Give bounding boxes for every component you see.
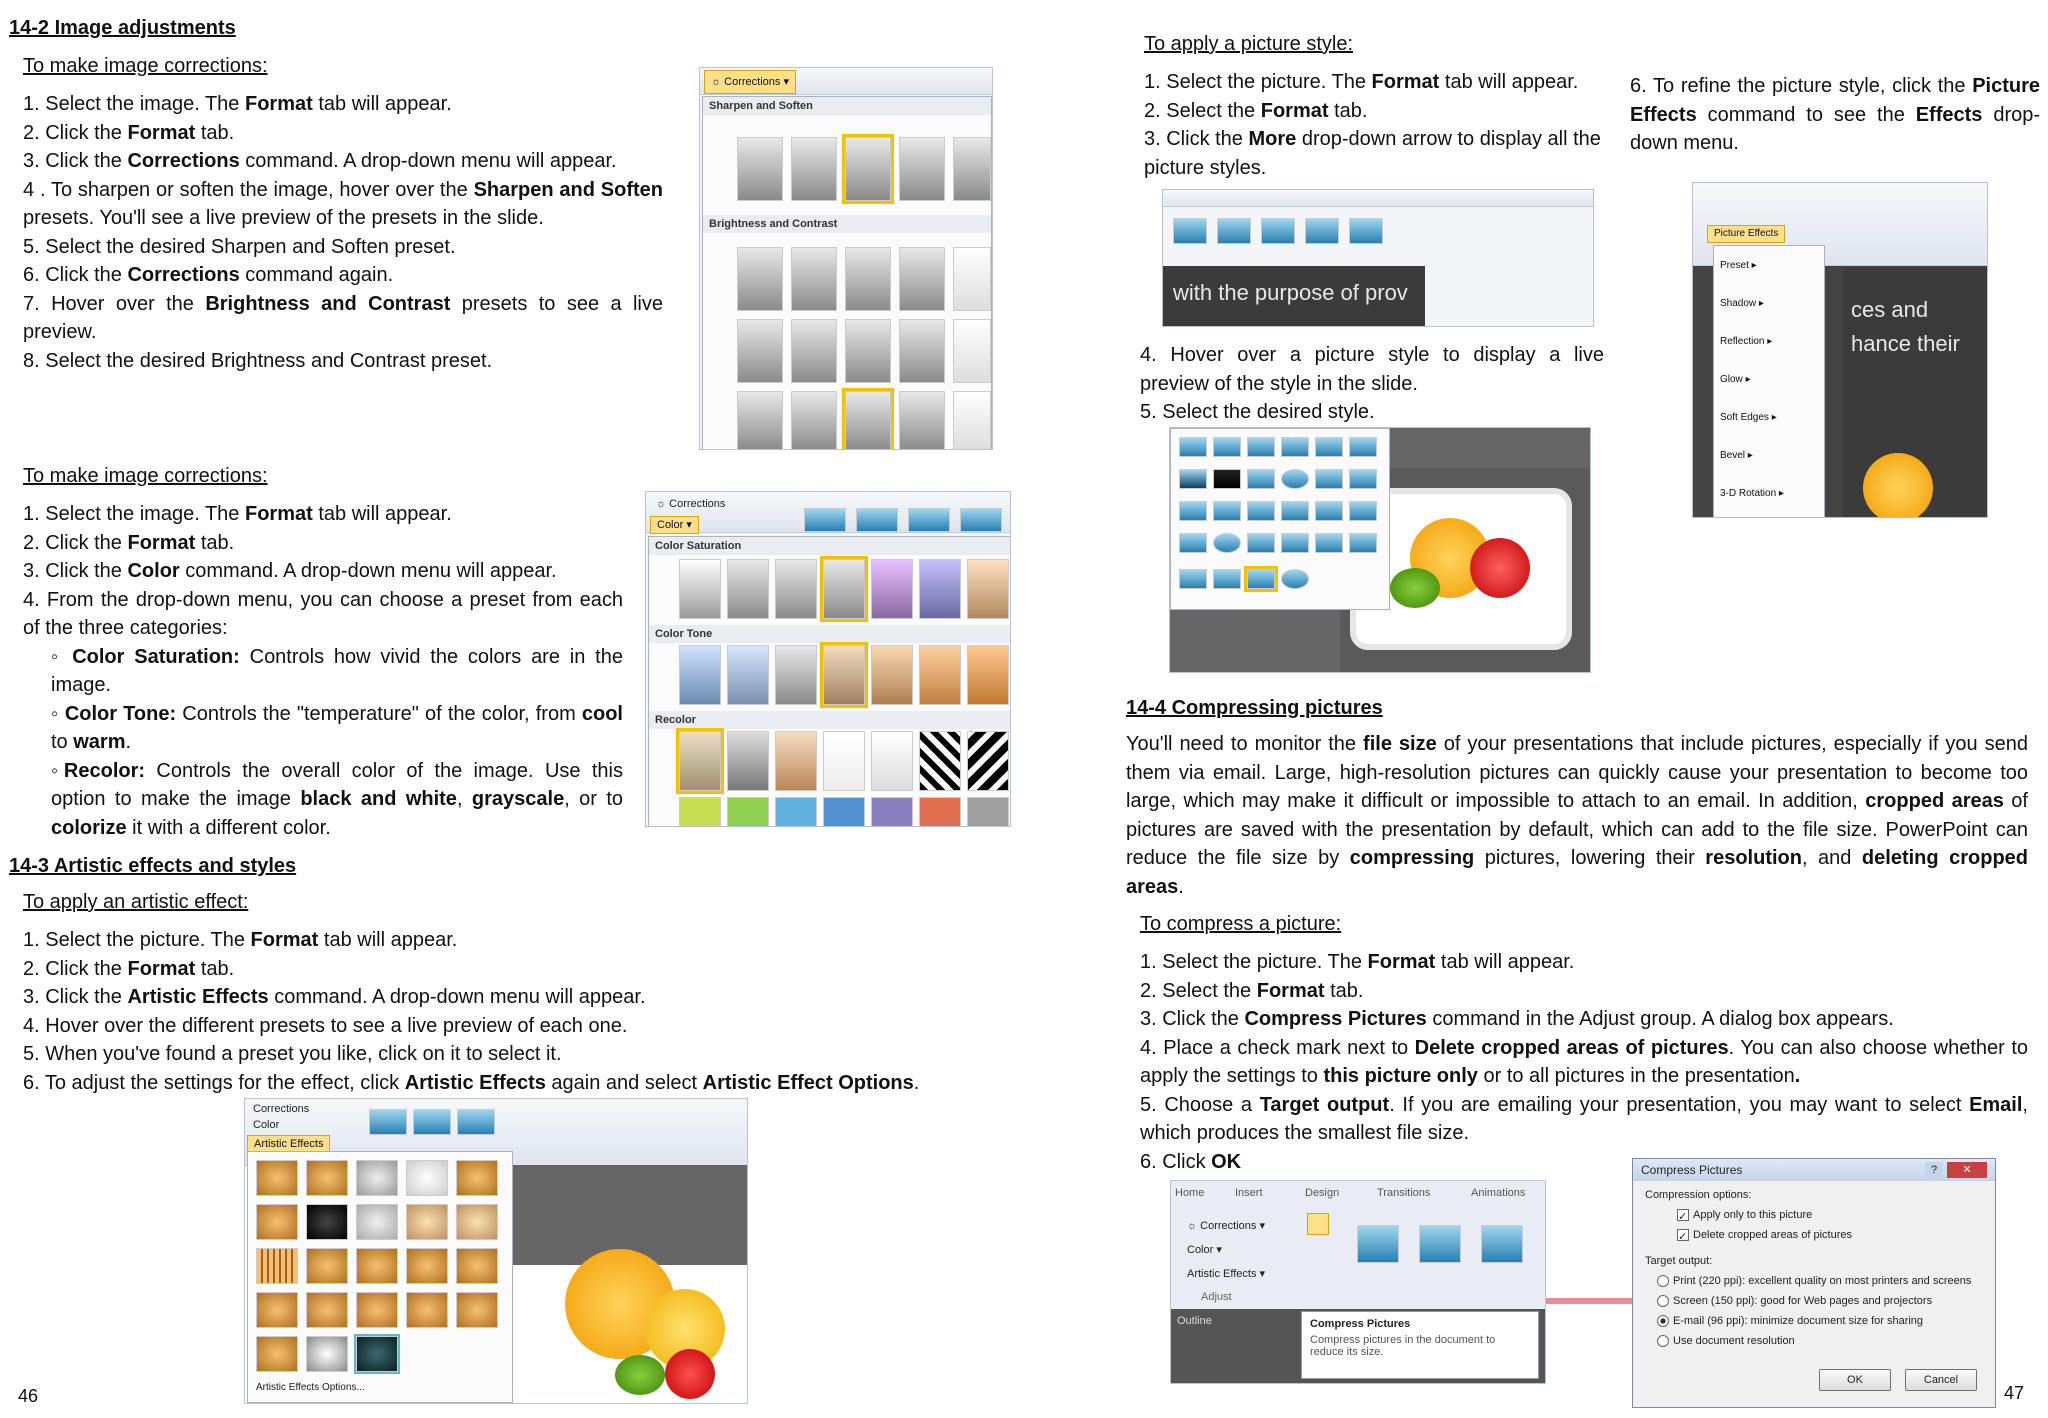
effects-menu-item[interactable]: Reflection ▸: [1720, 336, 1773, 347]
style-thumbnail[interactable]: [856, 508, 898, 532]
style-thumbnail[interactable]: [413, 1109, 451, 1135]
style-thumbnail[interactable]: [1213, 437, 1241, 457]
preset-thumbnail[interactable]: [967, 645, 1009, 705]
checkbox-checked-icon[interactable]: ✓: [1678, 1231, 1688, 1244]
style-thumbnail[interactable]: [1213, 469, 1241, 489]
preset-thumbnail[interactable]: [737, 137, 783, 201]
step: 5. Select the desired Sharpen and Soften preset.: [23, 235, 456, 258]
effect-thumbnail[interactable]: [256, 1336, 298, 1372]
outline-tab[interactable]: Outline: [1177, 1315, 1212, 1327]
effect-thumbnail[interactable]: [356, 1248, 398, 1284]
menu-section-label: Color Saturation: [649, 537, 1011, 555]
preset-thumbnail[interactable]: [727, 559, 769, 619]
adjust-group-label: Adjust: [1201, 1291, 1232, 1303]
step: 6. To adjust the settings for the effect, click Artistic Effects again and select Artistic Effect Options.: [23, 1071, 920, 1094]
preset-thumbnail[interactable]: [871, 645, 913, 705]
style-thumbnail[interactable]: [1179, 437, 1207, 457]
kiwi-image: [615, 1355, 665, 1395]
effect-thumbnail-selected[interactable]: [356, 1336, 398, 1372]
preset-thumbnail[interactable]: [775, 797, 817, 827]
style-thumbnail[interactable]: [1357, 1225, 1399, 1263]
preset-thumbnail[interactable]: [967, 731, 1009, 791]
color-button[interactable]: Color ▾: [650, 516, 699, 534]
effect-thumbnail[interactable]: [456, 1248, 498, 1284]
effect-thumbnail[interactable]: [256, 1204, 298, 1240]
step: 4. Hover over a picture style to display a live preview of the style in the slide.: [1140, 344, 1604, 395]
preset-thumbnail[interactable]: [823, 797, 865, 827]
style-thumbnail[interactable]: [1179, 569, 1207, 589]
style-thumbnail[interactable]: [1213, 501, 1241, 521]
step: 2. Select the Format tab.: [1144, 99, 1368, 122]
effect-thumbnail[interactable]: [406, 1292, 448, 1328]
tab-insert[interactable]: Insert: [1235, 1187, 1263, 1199]
style-thumbnail[interactable]: [1281, 533, 1309, 553]
step: 8. Select the desired Brightness and Contrast preset.: [23, 349, 493, 372]
subheading: To apply a picture style:: [1144, 33, 1353, 55]
effects-menu-item[interactable]: Bevel ▸: [1720, 450, 1753, 461]
page-number-right: 47: [2004, 1383, 2025, 1403]
artistic-effects-options-link[interactable]: Artistic Effects Options...: [256, 1382, 365, 1393]
preset-thumbnail[interactable]: [737, 391, 783, 450]
preset-thumbnail[interactable]: [791, 319, 837, 383]
corrections-button[interactable]: ☼ Corrections: [656, 498, 726, 510]
radio-screen[interactable]: Screen (150 ppi): good for Web pages and projectors: [1657, 1295, 1932, 1307]
preset-thumbnail-selected[interactable]: [823, 645, 865, 705]
menu-section-label: Brightness and Contrast: [703, 215, 991, 233]
step: 4 . To sharpen or soften the image, hover over the Sharpen and Soften presets. You'll see a live preview of the presets in the slide.: [23, 178, 663, 229]
color-button[interactable]: Color ▾: [1187, 1244, 1222, 1256]
sun-icon: ☼: [656, 498, 667, 510]
tab-home[interactable]: Home: [1175, 1187, 1205, 1199]
effect-thumbnail[interactable]: [256, 1160, 298, 1196]
step: 1. Select the picture. The Format tab will appear.: [1144, 71, 1579, 93]
preset-thumbnail[interactable]: [919, 559, 961, 619]
adjust-group-screenshot: [1170, 1180, 1546, 1384]
preset-thumbnail[interactable]: [791, 391, 837, 450]
step: 5. Select the desired style.: [1140, 401, 1375, 423]
cancel-button[interactable]: Cancel: [1905, 1369, 1977, 1391]
step: 7. Hover over the Brightness and Contrast presets to see a live preview.: [23, 292, 664, 343]
help-icon[interactable]: ?: [1925, 1162, 1943, 1178]
style-thumbnail[interactable]: [1419, 1225, 1461, 1263]
preset-thumbnail[interactable]: [727, 645, 769, 705]
delete-cropped-checkbox[interactable]: ✓ Delete cropped areas of pictures: [1678, 1229, 1852, 1244]
style-thumbnail[interactable]: [1217, 218, 1251, 244]
style-thumbnail[interactable]: [1179, 469, 1207, 489]
style-thumbnail[interactable]: [1281, 569, 1309, 589]
preset-thumbnail-selected[interactable]: [679, 731, 721, 791]
preset-thumbnail[interactable]: [871, 731, 913, 791]
preset-thumbnail[interactable]: [919, 797, 961, 827]
step: 5. When you've found a preset you like, click on it to select it.: [23, 1043, 562, 1065]
step: 6. To refine the picture style, click the Picture Effects command to see the Effects drop-down menu.: [1630, 75, 2041, 154]
style-thumbnail-selected[interactable]: [1247, 569, 1275, 589]
subheading: To compress a picture:: [1140, 913, 1342, 935]
effect-thumbnail[interactable]: [256, 1248, 298, 1284]
step: 2. Select the Format tab.: [1140, 979, 1364, 1002]
effect-thumbnail[interactable]: [406, 1204, 448, 1240]
effect-thumbnail[interactable]: [356, 1160, 398, 1196]
color-menu-screenshot: [645, 491, 1011, 827]
effects-menu-item[interactable]: Preset ▸: [1720, 260, 1757, 271]
preset-thumbnail[interactable]: [679, 797, 721, 827]
section-14-4-title: 14-4 Compressing pictures: [1126, 697, 1383, 719]
preset-thumbnail-selected[interactable]: [845, 137, 891, 201]
preset-thumbnail[interactable]: [775, 559, 817, 619]
style-thumbnail[interactable]: [1349, 501, 1377, 521]
preset-thumbnail[interactable]: [823, 731, 865, 791]
style-thumbnail[interactable]: [1213, 533, 1241, 553]
tab-transitions[interactable]: Transitions: [1377, 1187, 1431, 1199]
style-thumbnail[interactable]: [1315, 533, 1343, 553]
corrections-menu-screenshot: [699, 67, 993, 450]
orange-image: [1863, 453, 1933, 518]
subheading: To make image corrections:: [23, 465, 268, 487]
style-thumbnail[interactable]: [1247, 469, 1275, 489]
compress-intro: [1126, 730, 2028, 901]
effect-thumbnail[interactable]: [306, 1336, 348, 1372]
preset-thumbnail[interactable]: [679, 645, 721, 705]
style-thumbnail[interactable]: [1315, 437, 1343, 457]
effects-menu-item[interactable]: 3-D Rotation ▸: [1720, 488, 1784, 499]
style-thumbnail[interactable]: [1261, 218, 1295, 244]
style-thumbnail[interactable]: [1281, 469, 1309, 489]
preset-thumbnail-selected[interactable]: [845, 391, 891, 450]
artistic-effects-screenshot: [244, 1098, 748, 1404]
step: 1. Select the image. The Format tab will appear.: [23, 503, 452, 525]
compression-options-label: Compression options:: [1645, 1189, 1752, 1201]
menu-section-label: Color Tone: [649, 625, 1011, 643]
style-thumbnail[interactable]: [1247, 437, 1275, 457]
step: 1. Select the picture. The Format tab will appear.: [23, 929, 458, 951]
ok-button[interactable]: OK: [1819, 1369, 1891, 1391]
step: 6. Click OK: [1140, 1150, 1242, 1173]
preset-thumbnail[interactable]: [845, 247, 891, 311]
style-thumbnail[interactable]: [457, 1109, 495, 1135]
compress-pictures-icon[interactable]: [1307, 1213, 1329, 1235]
style-thumbnail[interactable]: [1305, 218, 1339, 244]
dialog-title: Compress Pictures: [1633, 1159, 1995, 1181]
apply-only-checkbox[interactable]: ✓ Apply only to this picture: [1678, 1209, 1813, 1224]
preset-thumbnail[interactable]: [871, 797, 913, 827]
preset-thumbnail[interactable]: [871, 559, 913, 619]
menu-section-label: Sharpen and Soften: [703, 97, 991, 115]
preset-thumbnail[interactable]: [953, 137, 991, 201]
tooltip-description: Compress pictures in the document to reduce its size.: [1310, 1334, 1496, 1358]
strawberry-image: [1470, 538, 1530, 598]
tab-design[interactable]: Design: [1305, 1187, 1340, 1199]
tooltip-title: Compress Pictures: [1310, 1318, 1411, 1330]
style-thumbnail[interactable]: [1349, 437, 1377, 457]
slide-preview: with the purpose of prov: [1163, 266, 1425, 326]
radio-print[interactable]: Print (220 ppi): excellent quality on most printers and screens: [1657, 1275, 1971, 1287]
preset-thumbnail[interactable]: [775, 645, 817, 705]
preset-thumbnail[interactable]: [967, 559, 1009, 619]
artistic-effect-instructions: [23, 888, 1023, 1097]
effects-menu-item[interactable]: Glow ▸: [1720, 374, 1751, 385]
radio-email[interactable]: E-mail (96 ppi): minimize document size for sharing: [1657, 1315, 1923, 1327]
style-thumbnail[interactable]: [1281, 501, 1309, 521]
effect-thumbnail[interactable]: [356, 1292, 398, 1328]
picture-effects-instruction: [1630, 72, 2040, 158]
style-thumbnail[interactable]: [960, 508, 1002, 532]
close-icon[interactable]: ✕: [1947, 1162, 1987, 1178]
picture-effects-menu-screenshot: [1692, 182, 1988, 518]
section-14-3-title: 14-3 Artistic effects and styles: [9, 855, 297, 877]
artistic-effects-button[interactable]: Artistic Effects ▾: [1187, 1268, 1266, 1280]
tab-animations[interactable]: Animations: [1471, 1187, 1526, 1199]
corrections-instructions-2: [23, 462, 623, 842]
effects-menu-item[interactable]: Shadow ▸: [1720, 298, 1764, 309]
step: 3. Click the More drop-down arrow to display all the picture styles.: [1144, 128, 1601, 179]
preset-thumbnail[interactable]: [899, 319, 945, 383]
preset-thumbnail[interactable]: [953, 391, 991, 450]
effect-thumbnail[interactable]: [306, 1160, 348, 1196]
effect-thumbnail[interactable]: [406, 1160, 448, 1196]
preset-thumbnail[interactable]: [775, 731, 817, 791]
picture-effects-button[interactable]: Picture Effects: [1707, 225, 1785, 243]
step: 2. Click the Format tab.: [23, 121, 235, 144]
preset-thumbnail[interactable]: [791, 137, 837, 201]
step: 3. Click the Corrections command. A drop-down menu will appear.: [23, 150, 617, 172]
step: 4. Hover over the different presets to see a live preview of each one.: [23, 1014, 628, 1037]
effect-thumbnail[interactable]: [306, 1204, 348, 1240]
page-number-left: 46: [18, 1386, 39, 1406]
sun-icon: ☼: [711, 76, 722, 88]
effect-thumbnail[interactable]: [306, 1248, 348, 1284]
bullet: ◦ Color Saturation: Controls how vivid the colors are in the image.: [51, 645, 623, 696]
corrections-instructions-1: [23, 52, 663, 375]
picture-style-instructions: [1144, 30, 1614, 182]
effect-thumbnail[interactable]: [256, 1292, 298, 1328]
style-thumbnail[interactable]: [1179, 501, 1207, 521]
strawberry-image: [665, 1349, 715, 1399]
target-output-label: Target output:: [1645, 1255, 1713, 1267]
step: 4. From the drop-down menu, you can choose a preset from each of the three categories:: [23, 588, 623, 639]
preset-thumbnail[interactable]: [953, 247, 991, 311]
preset-thumbnail-selected[interactable]: [823, 559, 865, 619]
step: 2. Click the Format tab.: [23, 531, 235, 554]
preset-thumbnail[interactable]: [899, 247, 945, 311]
step: 4. Place a check mark next to Delete cropped areas of pictures. You can also choose whether to apply the settings to this picture only or to all pictures in the presentation.: [1140, 1036, 2029, 1087]
step: 5. Choose a Target output. If you are emailing your presentation, you may want to select Email, which produces the smallest file size.: [1140, 1093, 2028, 1144]
picture-style-instructions-2: [1140, 341, 1604, 427]
slide-text: ces and: [1851, 297, 1929, 322]
preset-thumbnail[interactable]: [737, 319, 783, 383]
bullet: ◦ Color Tone: Controls the "temperature" of the color, from cool to warm.: [51, 702, 623, 753]
effect-thumbnail[interactable]: [306, 1292, 348, 1328]
step: 3. Click the Color command. A drop-down menu will appear.: [23, 560, 557, 582]
style-thumbnail[interactable]: [1247, 533, 1275, 553]
radio-document-resolution[interactable]: Use document resolution: [1657, 1335, 1795, 1347]
corrections-button[interactable]: Corrections: [253, 1103, 310, 1115]
preset-thumbnail[interactable]: [679, 559, 721, 619]
preset-thumbnail[interactable]: [899, 137, 945, 201]
effect-thumbnail[interactable]: [356, 1204, 398, 1240]
effect-thumbnail[interactable]: [456, 1204, 498, 1240]
preset-thumbnail[interactable]: [919, 731, 961, 791]
style-thumbnail[interactable]: [1179, 533, 1207, 553]
effect-thumbnail[interactable]: [406, 1248, 448, 1284]
preset-thumbnail[interactable]: [791, 247, 837, 311]
step: 6. Click the Corrections command again.: [23, 264, 394, 286]
preset-thumbnail[interactable]: [845, 319, 891, 383]
artistic-effects-button[interactable]: Artistic Effects: [247, 1135, 330, 1153]
kiwi-image: [1390, 568, 1440, 608]
effects-menu-item[interactable]: Soft Edges ▸: [1720, 412, 1777, 423]
compress-instructions: [1140, 910, 2028, 1176]
slide-text: hance their: [1851, 331, 1960, 356]
bullet: ◦Recolor: Controls the overall color of the image. Use this option to make the image black and white, grayscale, or to colorize it with a different color.: [51, 759, 623, 839]
compress-tooltip: [1301, 1311, 1539, 1379]
picture-styles-ribbon-screenshot: [1162, 189, 1594, 327]
subheading: To apply an artistic effect:: [23, 891, 249, 913]
preset-thumbnail[interactable]: [737, 247, 783, 311]
style-thumbnail[interactable]: [1315, 469, 1343, 489]
effect-thumbnail[interactable]: [456, 1160, 498, 1196]
preset-thumbnail[interactable]: [727, 797, 769, 827]
style-thumbnail[interactable]: [804, 508, 846, 532]
style-thumbnail[interactable]: [1247, 501, 1275, 521]
style-thumbnail[interactable]: [1173, 218, 1207, 244]
preset-thumbnail[interactable]: [967, 797, 1009, 827]
menu-section-label: Recolor: [649, 711, 1011, 729]
color-button[interactable]: Color: [253, 1119, 280, 1131]
checkbox-checked-icon[interactable]: ✓: [1678, 1211, 1688, 1224]
style-thumbnail[interactable]: [1349, 533, 1377, 553]
style-thumbnail[interactable]: [1281, 437, 1309, 457]
step: 1. Select the picture. The Format tab will appear.: [1140, 951, 1575, 973]
compress-pictures-dialog: [1632, 1158, 1996, 1408]
section-14-2-title: 14-2 Image adjustments: [9, 17, 236, 39]
style-thumbnail[interactable]: [1349, 218, 1383, 244]
preset-thumbnail[interactable]: [899, 391, 945, 450]
style-thumbnail[interactable]: [1481, 1225, 1523, 1263]
subheading: To make image corrections:: [23, 55, 268, 77]
effect-thumbnail[interactable]: [456, 1292, 498, 1328]
picture-styles-gallery-screenshot: [1169, 427, 1591, 673]
style-thumbnail[interactable]: [1213, 569, 1241, 589]
pointer-arrow: [1546, 1298, 1646, 1304]
preset-thumbnail[interactable]: [727, 731, 769, 791]
step: 3. Click the Compress Pictures command in the Adjust group. A dialog box appears.: [1140, 1008, 1894, 1030]
style-thumbnail[interactable]: [369, 1109, 407, 1135]
style-thumbnail[interactable]: [1315, 501, 1343, 521]
corrections-button[interactable]: ☼ Corrections ▾: [1187, 1220, 1265, 1232]
step: 2. Click the Format tab.: [23, 957, 235, 980]
step: 1. Select the image. The Format tab will appear.: [23, 93, 452, 115]
style-thumbnail[interactable]: [908, 508, 950, 532]
style-thumbnail[interactable]: [1349, 469, 1377, 489]
preset-thumbnail[interactable]: [953, 319, 991, 383]
paragraph: You'll need to monitor the file size of your presentations that include pictures, especially if you send them via email. Large, high-resolution pictures can quickly cause your presentation to become too large, which may make it difficult or impossible to attach to an email. In addition, cropped areas of pictures are saved with the presentation by default, which can add to the file size. PowerPoint can reduce the file size by compressing pictures, lowering their resolution, and deleting cropped areas.: [1126, 733, 2029, 898]
preset-thumbnail[interactable]: [919, 645, 961, 705]
corrections-button[interactable]: ☼ Corrections ▾: [704, 70, 796, 94]
step: 3. Click the Artistic Effects command. A drop-down menu will appear.: [23, 986, 646, 1008]
